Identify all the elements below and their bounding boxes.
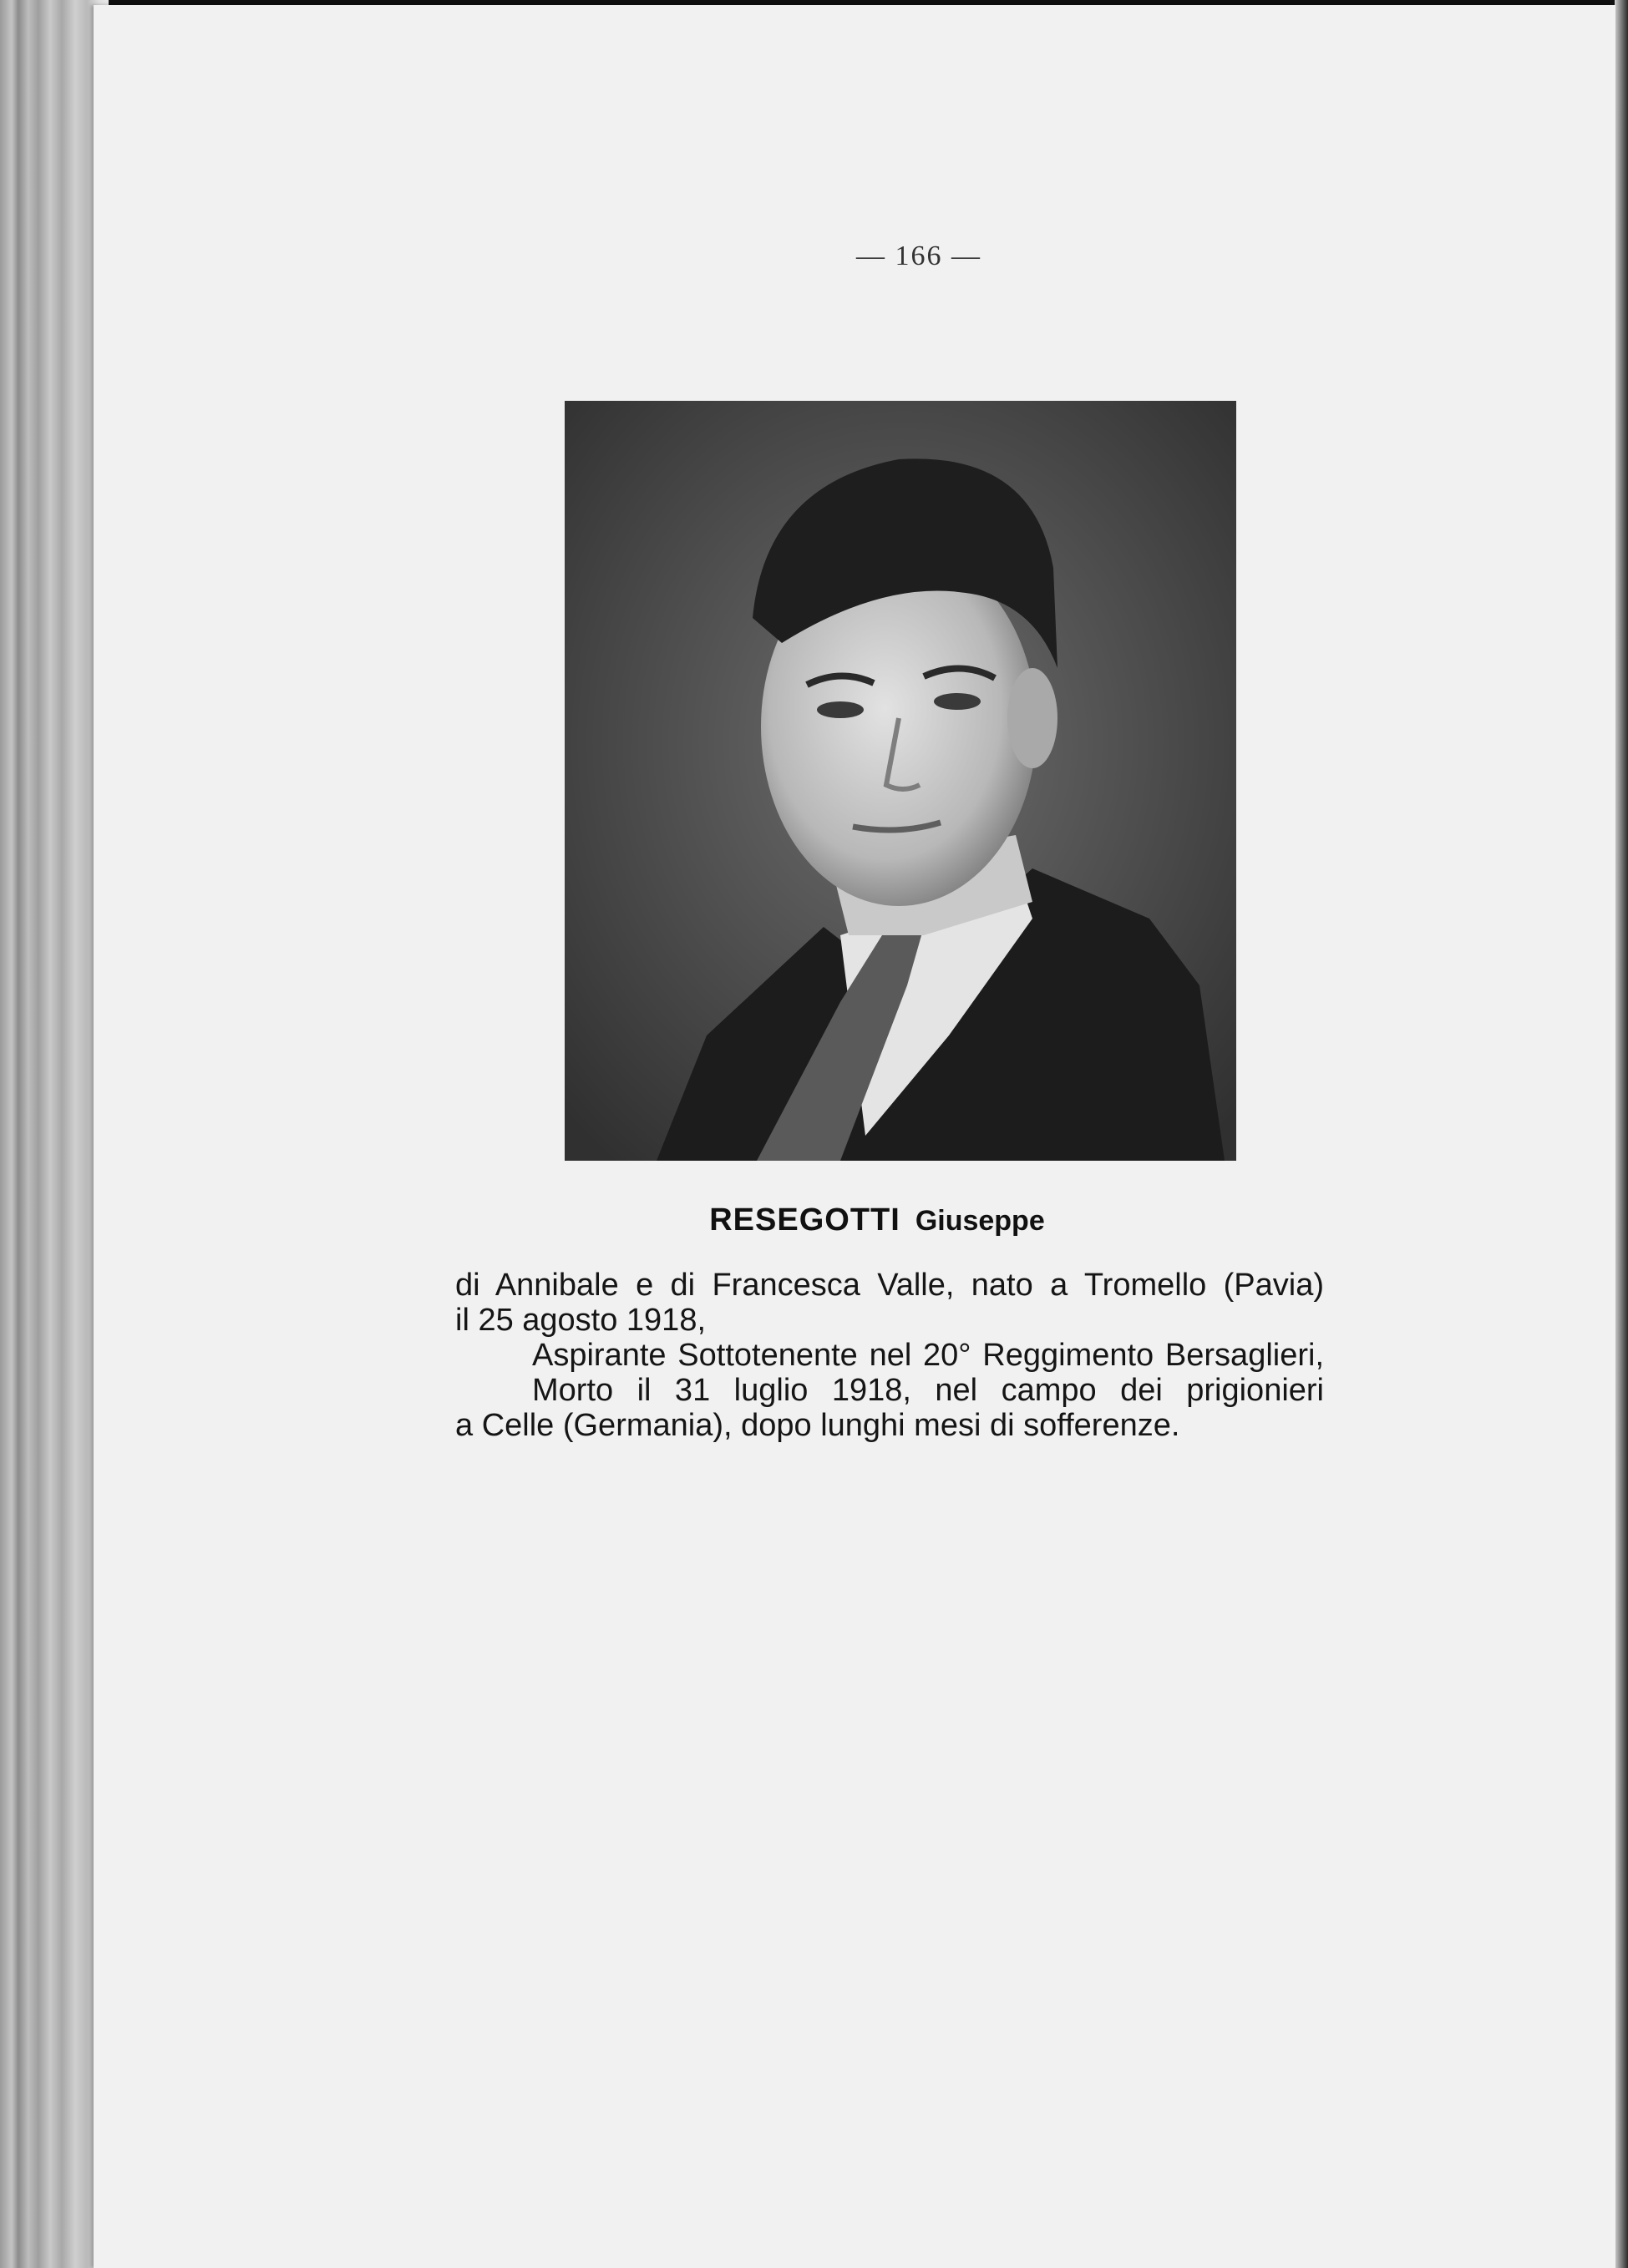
biography-line: Morto il 31 luglio 1918, nel campo dei prigionieri — [532, 1373, 1324, 1408]
surname: RESEGOTTI — [709, 1202, 900, 1238]
person-name-heading — [501, 1202, 1253, 1238]
portrait-illustration — [565, 401, 1236, 1161]
page-stack-edges — [0, 0, 109, 2268]
given-name: Giuseppe — [915, 1205, 1045, 1237]
scan-right-edge — [1615, 0, 1628, 2268]
biography-line: il 25 agosto 1918, — [455, 1303, 707, 1338]
biography-text — [455, 1268, 1324, 1443]
biography-line: Aspirante Sottotenente nel 20° Reggimento Bersaglieri, — [532, 1338, 1324, 1373]
biography-line: di Annibale e di Francesca Valle, nato a Tromello (Pavia) — [455, 1268, 1324, 1303]
biography-line: a Celle (Germania), dopo lunghi mesi di sofferenze. — [455, 1408, 1180, 1443]
portrait-photo — [565, 401, 1236, 1161]
page-number: — 166 — — [856, 240, 981, 271]
